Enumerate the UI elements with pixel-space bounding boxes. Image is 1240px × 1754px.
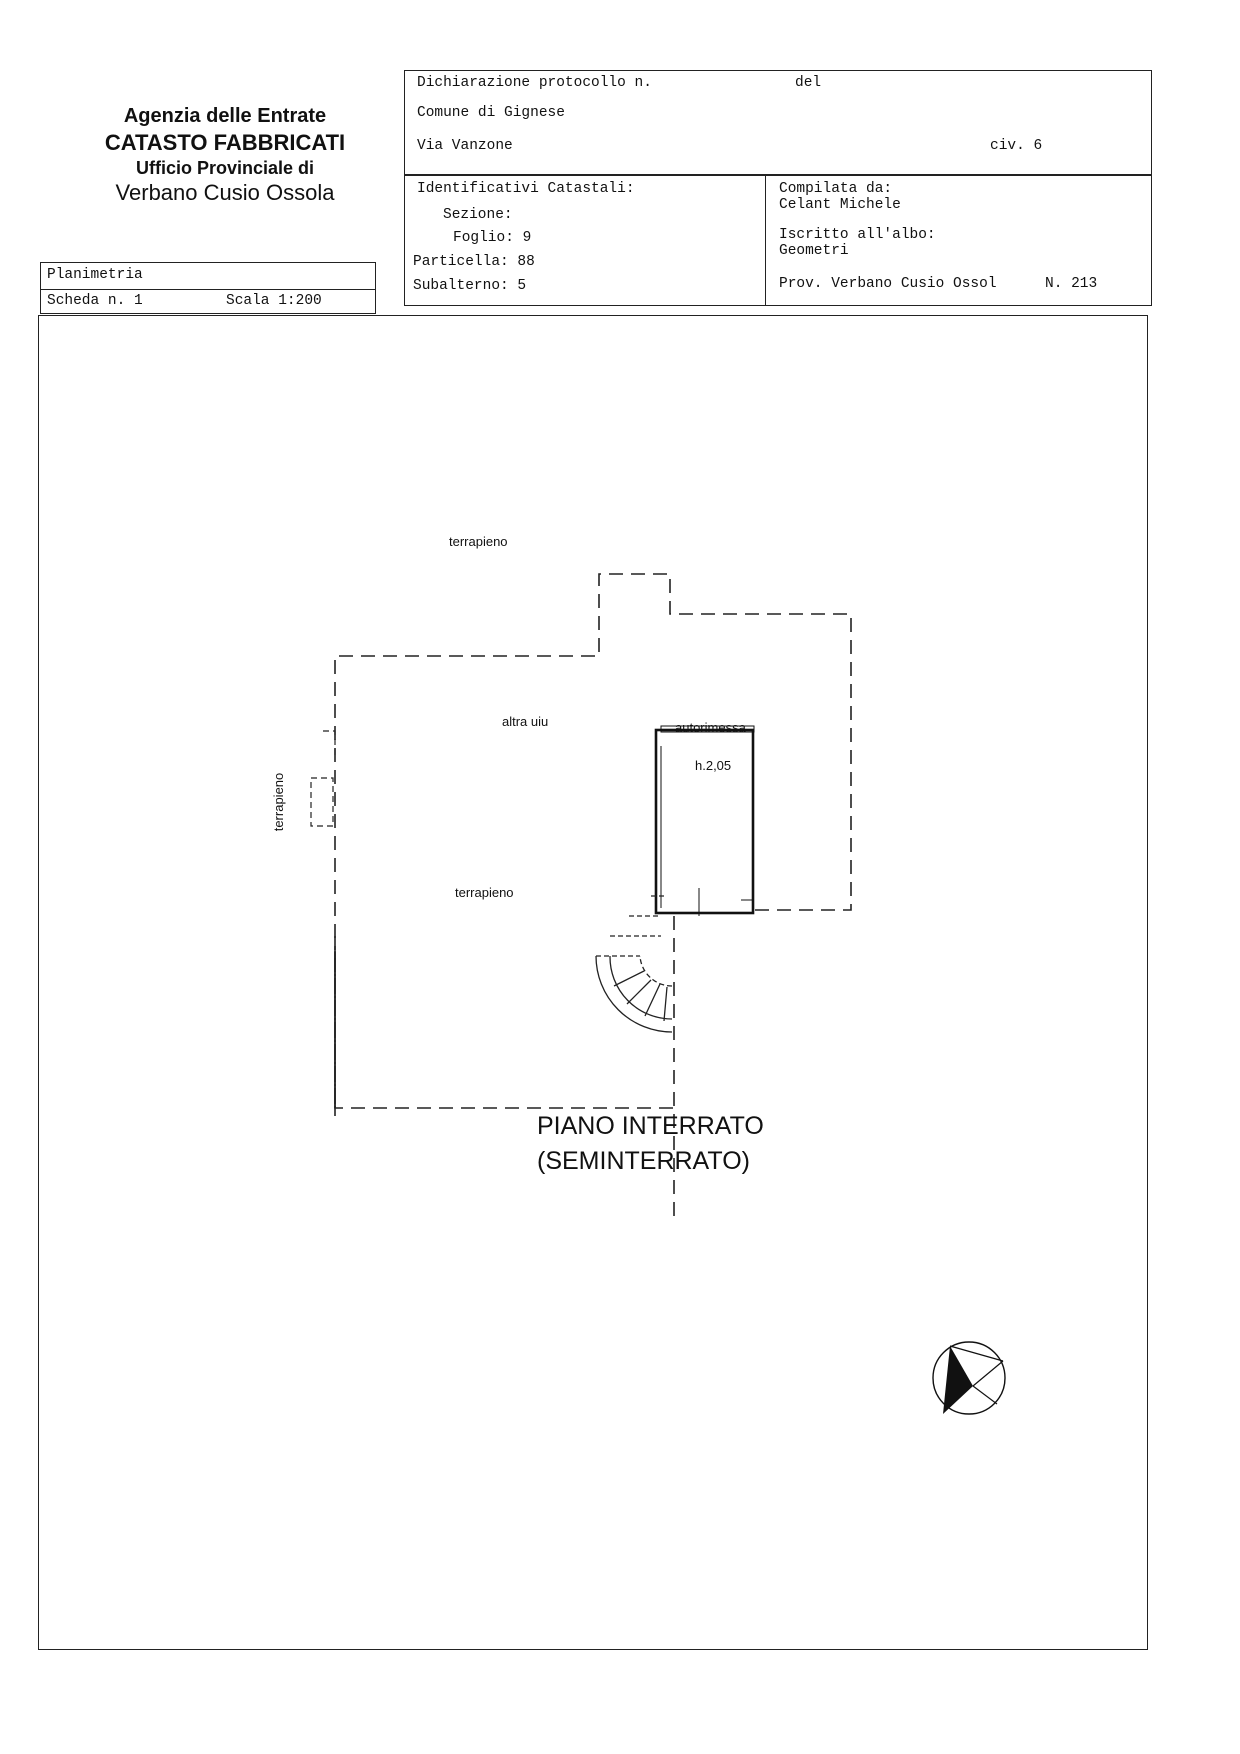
altra-uiu-label: altra uiu bbox=[502, 714, 549, 729]
boundary-west-north bbox=[335, 574, 851, 960]
terrapieno-left-label: terrapieno bbox=[271, 772, 286, 832]
spiral-staircase bbox=[596, 896, 672, 1032]
protocol-label: Dichiarazione protocollo n. bbox=[417, 75, 652, 91]
planimetria-box bbox=[40, 262, 376, 314]
province-label: Prov. Verbano Cusio Ossol bbox=[779, 276, 997, 292]
compiler-name: Celant Michele bbox=[779, 197, 901, 213]
step-detail bbox=[311, 778, 333, 826]
step-detail-2 bbox=[323, 731, 335, 756]
agency-header bbox=[60, 104, 390, 207]
boundary-bottom bbox=[335, 951, 674, 1108]
comune-label: Comune di Gignese bbox=[417, 105, 565, 121]
declaration-box bbox=[404, 70, 1152, 176]
del-label: del bbox=[795, 75, 822, 91]
floor-title-line2: (SEMINTERRATO) bbox=[537, 1147, 750, 1175]
scheda-number: Scheda n. 1 bbox=[47, 293, 143, 309]
planimetria-title: Planimetria bbox=[47, 267, 143, 283]
sezione-label: Sezione: bbox=[443, 207, 513, 223]
autorimessa-label: autorimessa bbox=[675, 720, 746, 735]
stair-inner-arc bbox=[610, 956, 672, 1019]
terrapieno-top-label: terrapieno bbox=[449, 534, 508, 549]
registration-number: N. 213 bbox=[1045, 276, 1098, 292]
height-label: h.2,05 bbox=[695, 758, 732, 773]
province-name: Verbano Cusio Ossola bbox=[115, 180, 335, 205]
agency-name: Agenzia delle Entrate bbox=[123, 105, 327, 127]
scale-label: Scala 1:200 bbox=[226, 293, 322, 309]
iscritto-label: Iscritto all'albo: bbox=[779, 227, 936, 243]
catasto-title: CATASTO FABBRICATI bbox=[104, 130, 346, 155]
stair-core-arc bbox=[640, 956, 672, 986]
particella-label: Particella: 88 bbox=[413, 254, 535, 270]
drawing-frame bbox=[38, 315, 1148, 1650]
divider bbox=[41, 289, 375, 290]
office-label: Ufficio Provinciale di bbox=[135, 157, 315, 178]
compilata-label: Compilata da: bbox=[779, 181, 893, 197]
north-arrow-icon bbox=[933, 1342, 1005, 1414]
column-divider bbox=[765, 175, 766, 305]
identifiers-box bbox=[404, 174, 1152, 306]
subalterno-label: Subalterno: 5 bbox=[413, 278, 527, 294]
terrapieno-bottom-label: terrapieno bbox=[455, 885, 514, 900]
albo-label: Geometri bbox=[779, 243, 849, 259]
floor-title-line1: PIANO INTERRATO bbox=[537, 1112, 764, 1140]
foglio-label: Foglio: 9 bbox=[453, 230, 532, 246]
stair-outer-arc bbox=[596, 956, 672, 1032]
via-label: Via Vanzone bbox=[417, 138, 513, 154]
identifiers-title: Identificativi Catastali: bbox=[417, 181, 635, 197]
floor-plan-drawing bbox=[39, 316, 1149, 1651]
civ-label: civ. 6 bbox=[990, 138, 1043, 154]
